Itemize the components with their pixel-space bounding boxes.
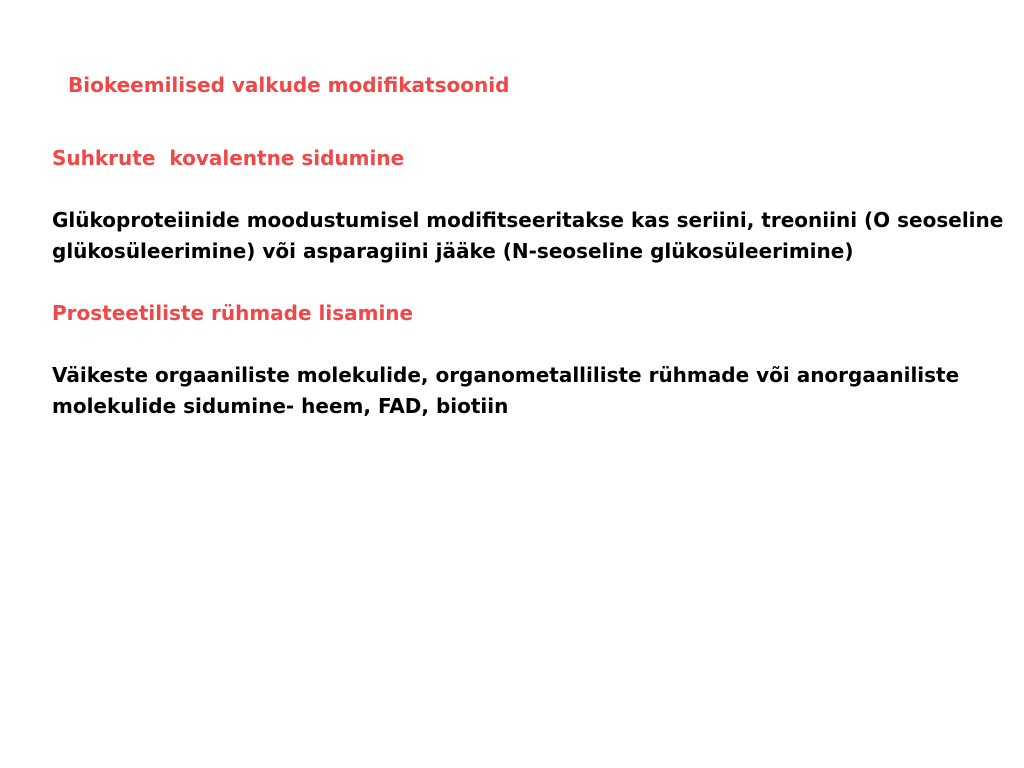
section-heading-sugar-attachment: Suhkrute kovalentne sidumine (52, 146, 405, 170)
section-text-prosthetic-groups: Väikeste orgaaniliste molekulide, organometalliliste rühmade või anorgaaniliste molekulide sidumine- heem, FAD, biotiin (52, 363, 960, 418)
slide-title: Biokeemilised valkude modifikatsoonid (68, 73, 510, 97)
slide-body (52, 143, 1012, 453)
section-text-glycosylation: Glükoproteiinide moodustumisel modifitseeritakse kas seriini, treoniini (O seoseline glükosüleerimine) või asparagiini jääke (N-seoseline glükosüleerimine) (52, 208, 1004, 263)
section-heading-prosthetic-groups: Prosteetiliste rühmade lisamine (52, 301, 414, 325)
